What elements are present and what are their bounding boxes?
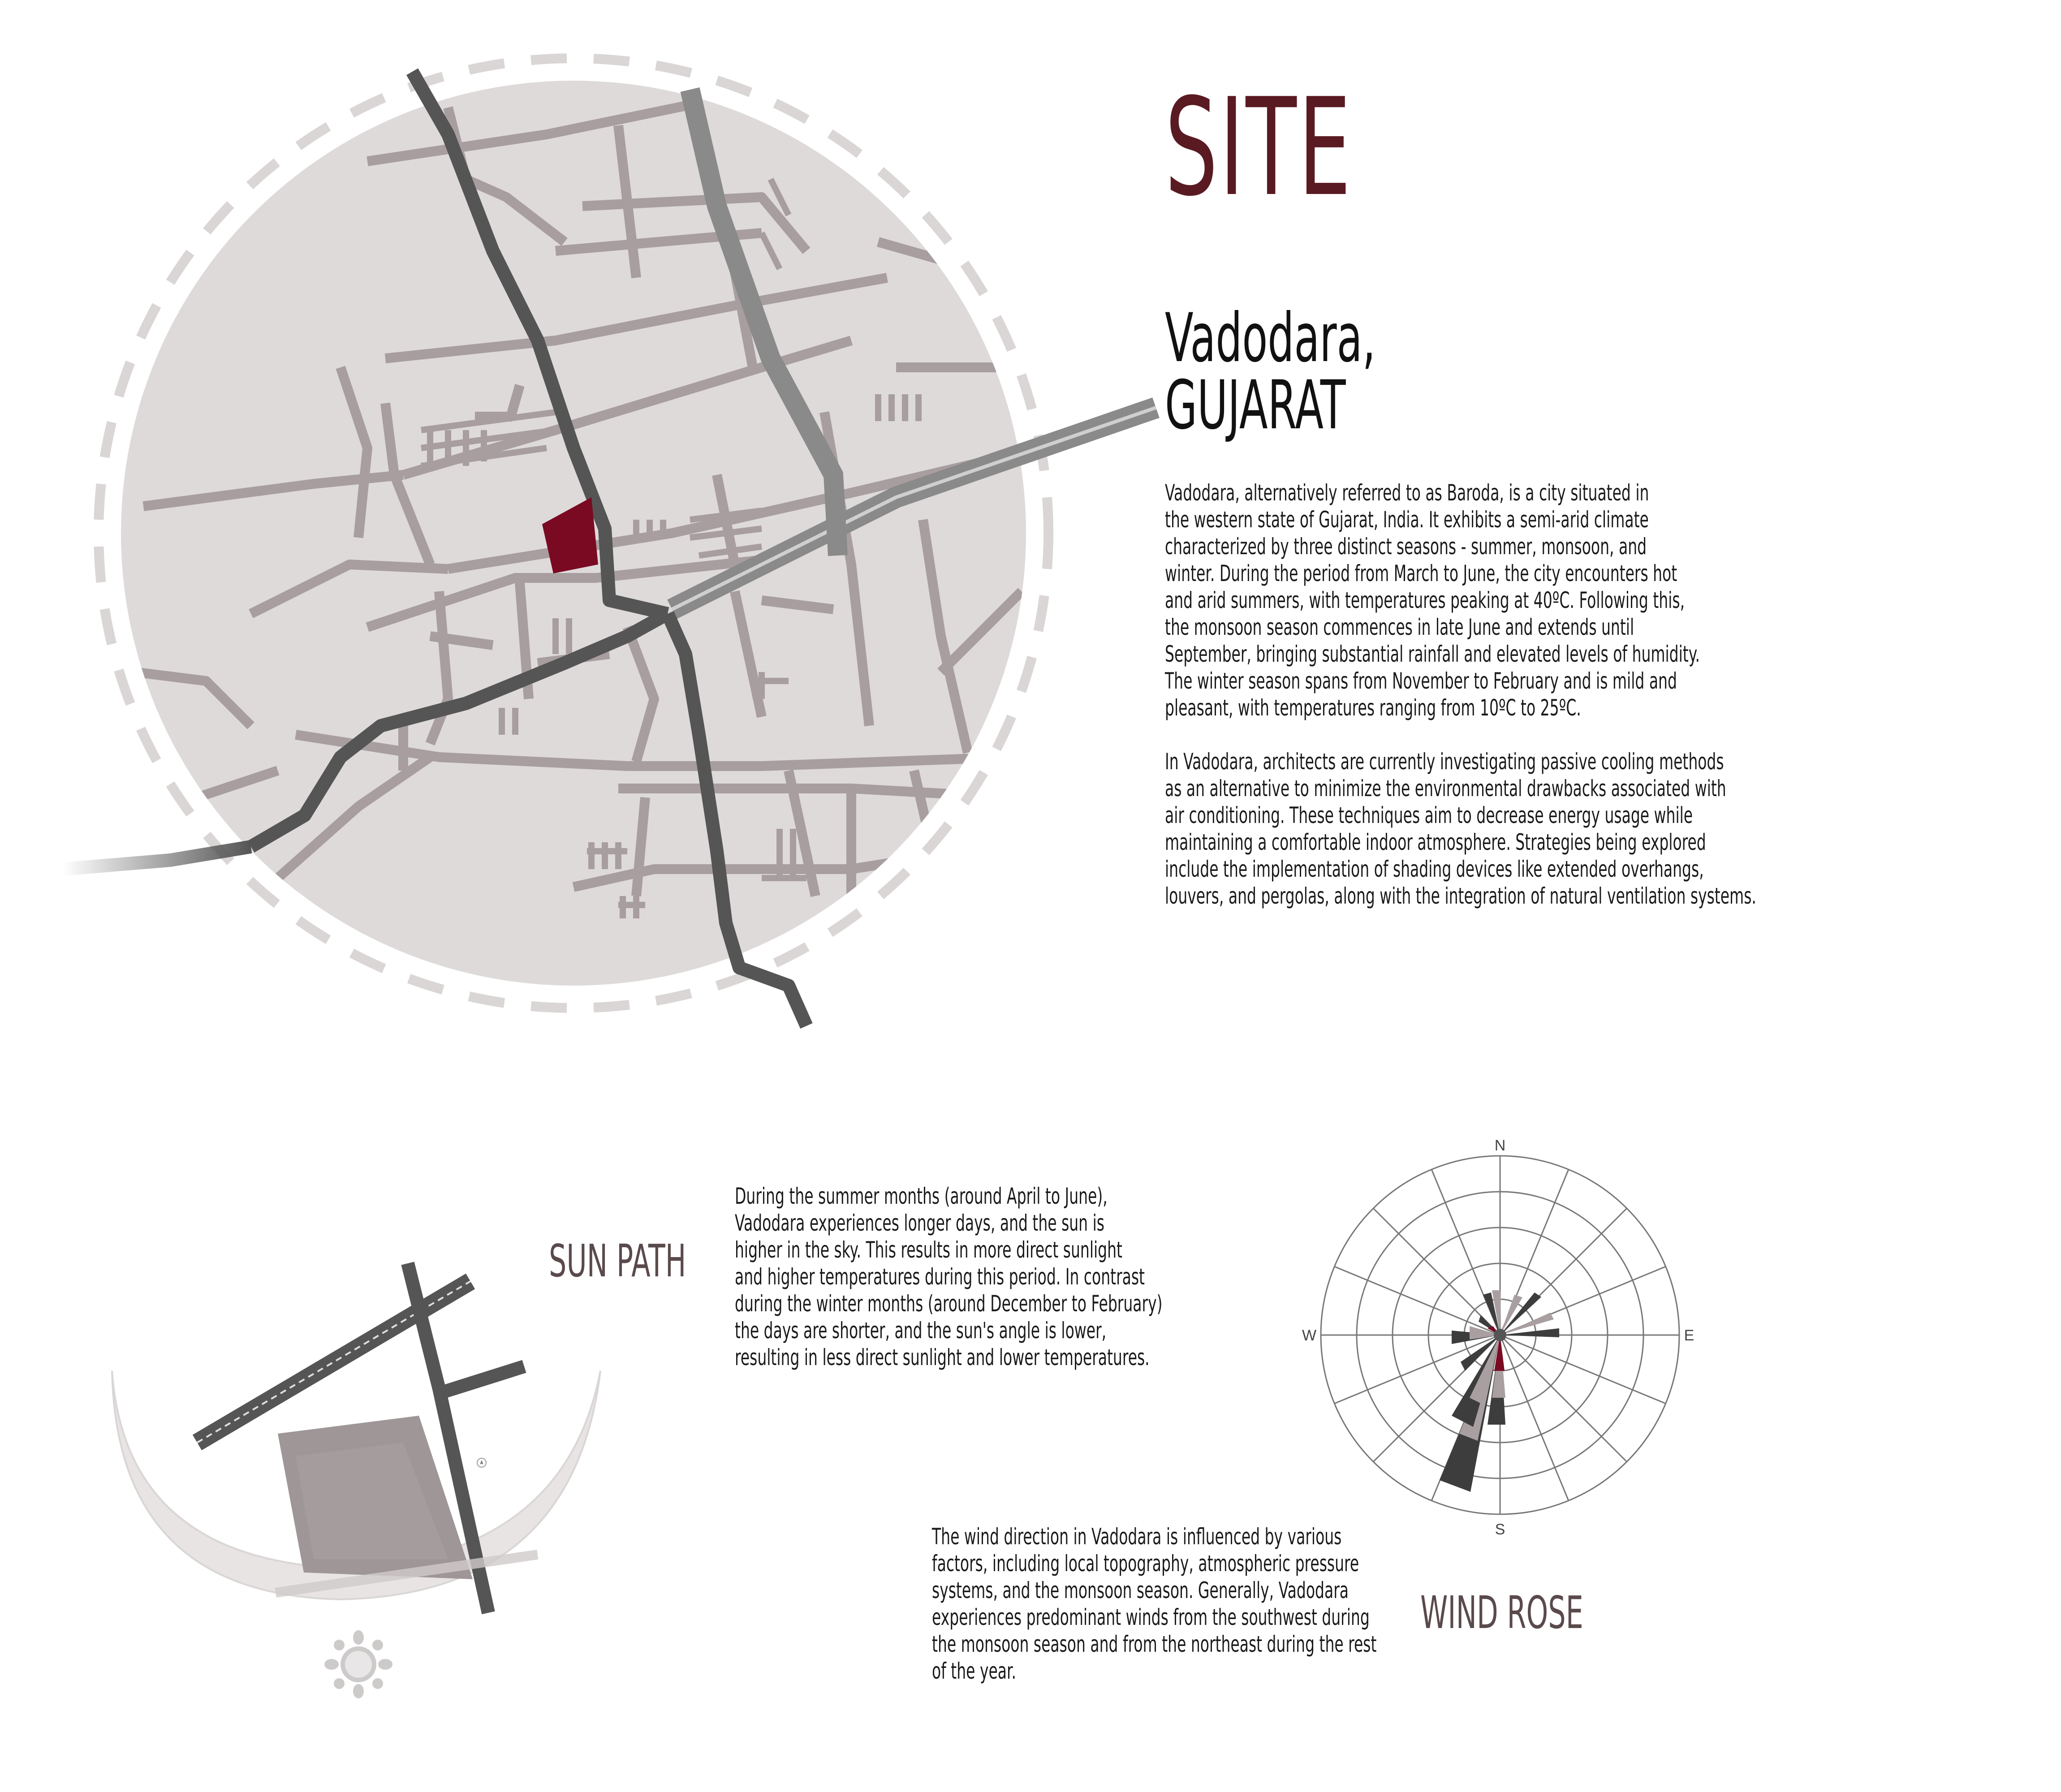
sun-path-description bbox=[735, 1183, 1162, 1371]
site-paragraph-1 bbox=[1165, 479, 1756, 721]
wind-rose-title: WIND ROSE bbox=[1420, 1586, 1583, 1639]
text-line: resulting in less direct sunlight and lower temperatures. bbox=[735, 1344, 1150, 1370]
sun-path-title: SUN PATH bbox=[549, 1235, 686, 1287]
text-line: as an alternative to minimize the environmental drawbacks associated with bbox=[1165, 775, 1726, 801]
text-line: pleasant, with temperatures ranging from 10ºC to 25ºC. bbox=[1165, 695, 1581, 721]
wind-rose-label-e: E bbox=[1684, 1327, 1695, 1344]
text-line: the monsoon season commences in late June and extends until bbox=[1165, 614, 1634, 640]
wind-rose-label-w: W bbox=[1302, 1327, 1317, 1344]
text-line: systems, and the monsoon season. Generally, Vadodara bbox=[932, 1577, 1349, 1603]
text-line: and arid summers, with temperatures peaking at 40ºC. Following this, bbox=[1165, 587, 1685, 613]
text-line: experiences predominant winds from the southwest during bbox=[932, 1604, 1370, 1630]
text-line: the monsoon season and from the northeast during the rest bbox=[932, 1631, 1377, 1657]
text-line: characterized by three distinct seasons - summer, monsoon, and bbox=[1165, 534, 1647, 560]
text-line: During the summer months (around April to June), bbox=[735, 1183, 1108, 1209]
text-line: louvers, and pergolas, along with the integration of natural ventilation systems. bbox=[1165, 883, 1756, 909]
text-line: during the winter months (around December to February) bbox=[735, 1291, 1163, 1317]
site-description bbox=[1165, 479, 2061, 936]
wind-rose-label-n: N bbox=[1494, 1137, 1506, 1154]
site-map bbox=[0, 0, 1165, 1039]
north-arrow-icon bbox=[477, 1458, 486, 1467]
sun-path-diagram bbox=[90, 1245, 627, 1716]
text-line: higher in the sky. This results in more direct sunlight bbox=[735, 1237, 1122, 1263]
text-line: Vadodara, alternatively referred to as Baroda, is a city situated in bbox=[1165, 480, 1649, 506]
text-line: the days are shorter, and the sun's angle is lower, bbox=[735, 1318, 1107, 1344]
text-line: include the implementation of shading devices like extended overhangs, bbox=[1165, 856, 1704, 882]
wind-rose bbox=[1290, 1137, 1720, 1550]
text-line: factors, including local topography, atmospheric pressure bbox=[932, 1551, 1359, 1577]
page-title: SITE bbox=[1165, 69, 1353, 226]
text-line: and higher temperatures during this period. In contrast bbox=[735, 1264, 1145, 1290]
text-line: Vadodara experiences longer days, and the sun is bbox=[735, 1210, 1104, 1236]
text-line: of the year. bbox=[932, 1658, 1017, 1684]
wind-rose-label-s: S bbox=[1495, 1521, 1505, 1538]
text-line: the western state of Gujarat, India. It exhibits a semi-arid climate bbox=[1165, 507, 1649, 533]
text-line: September, bringing substantial rainfall and elevated levels of humidity. bbox=[1165, 641, 1700, 667]
text-line: air conditioning. These techniques aim to decrease energy usage while bbox=[1165, 802, 1693, 828]
text-line: The wind direction in Vadodara is influenced by various bbox=[932, 1524, 1342, 1550]
text-line: The winter season spans from November to February and is mild and bbox=[1165, 668, 1677, 694]
location-heading: Vadodara, GUJARAT bbox=[1165, 299, 1376, 444]
site-paragraph-2 bbox=[1165, 748, 1756, 909]
sun-icon bbox=[324, 1630, 392, 1698]
text-line: winter. During the period from March to June, the city encounters hot bbox=[1165, 560, 1677, 586]
text-line: maintaining a comfortable indoor atmosphere. Strategies being explored bbox=[1165, 829, 1706, 855]
text-line: In Vadodara, architects are currently investigating passive cooling methods bbox=[1165, 749, 1724, 775]
